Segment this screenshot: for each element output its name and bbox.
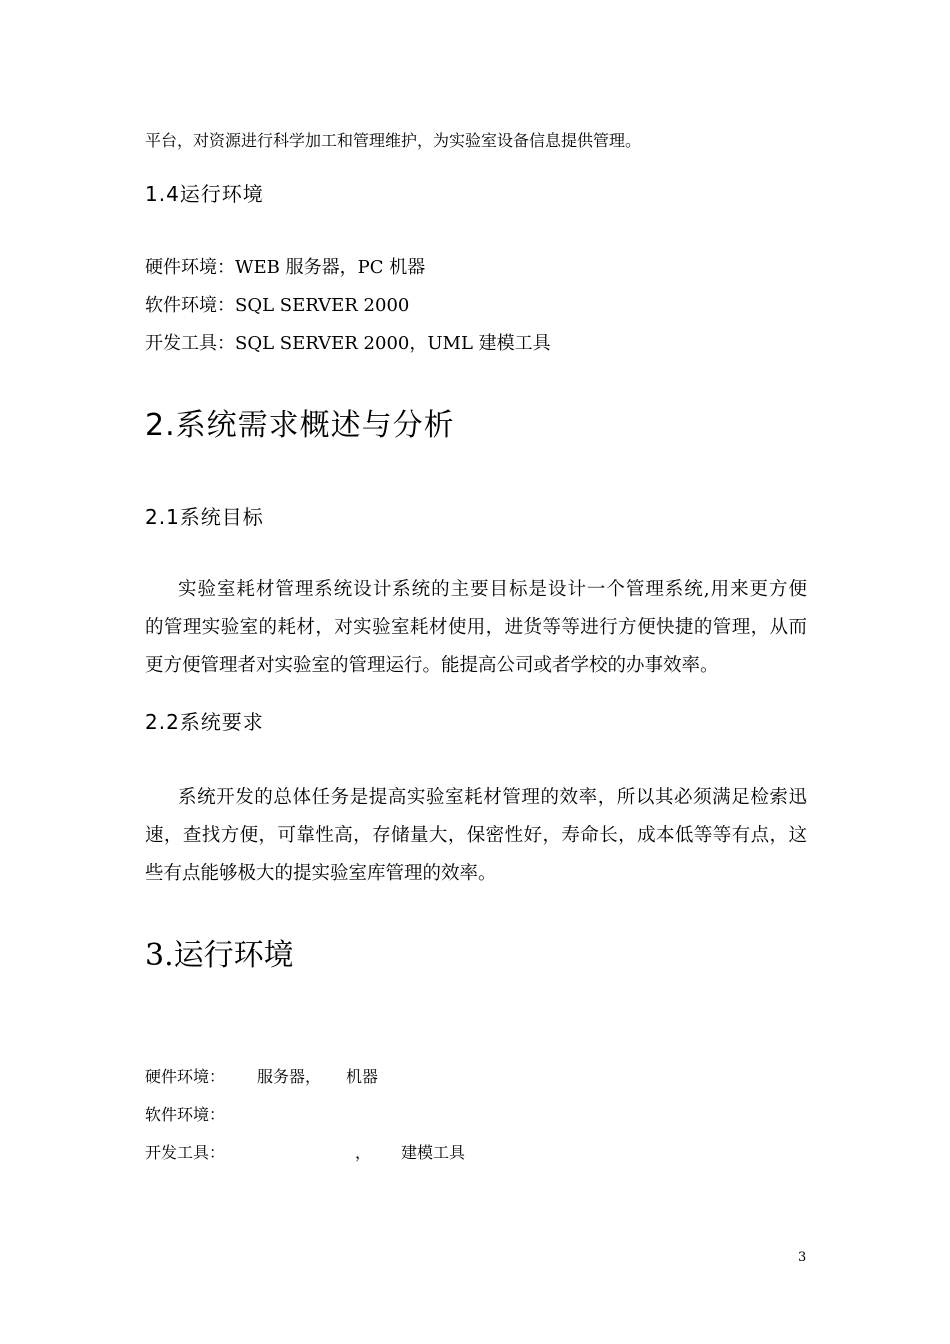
runtime-devtools-comma: ， — [355, 1143, 372, 1162]
heading-2: 2.系统需求概述与分析 — [145, 408, 455, 443]
runtime-devtools-label: 开发工具： — [145, 1143, 226, 1162]
intro-line: 平台，对资源进行科学加工和管理维护，为实验室设备信息提供管理。 — [145, 131, 642, 150]
goal-paragraph-line: 实验室耗材管理系统设计系统的主要目标是设计一个管理系统,用来更方便 — [178, 579, 807, 600]
page-number: 3 — [798, 1250, 807, 1265]
heading-2-1: 2.1系统目标 — [145, 505, 264, 529]
requirement-paragraph-line: 系统开发的总体任务是提高实验室耗材管理的效率，所以其必须满足检索迅 — [178, 787, 807, 808]
runtime-software-label: 软件环境： — [145, 1105, 226, 1124]
runtime-hardware-label: 硬件环境： — [145, 1067, 226, 1086]
runtime-hardware-machine: 机器 — [346, 1067, 379, 1086]
env-software: 软件环境：SQL SERVER 2000 — [145, 295, 410, 316]
requirement-paragraph-line: 些有点能够极大的提实验室库管理的效率。 — [145, 863, 497, 884]
goal-paragraph-line: 的管理实验室的耗材，对实验室耗材使用，进货等等进行方便快捷的管理，从而 — [145, 617, 807, 638]
heading-1-4: 1.4运行环境 — [145, 182, 264, 206]
env-devtools: 开发工具：SQL SERVER 2000，UML 建模工具 — [145, 333, 551, 354]
goal-paragraph-line: 更方便管理者对实验室的管理运行。能提高公司或者学校的办事效率。 — [145, 655, 719, 676]
runtime-devtools-uml: 建模工具 — [401, 1143, 466, 1162]
requirement-paragraph-line: 速，查找方便，可靠性高，存储量大，保密性好，寿命长，成本低等等有点，这 — [145, 825, 807, 846]
heading-3: 3.运行环境 — [145, 938, 294, 973]
heading-2-2: 2.2系统要求 — [145, 710, 264, 734]
runtime-hardware-server: 服务器， — [257, 1067, 322, 1086]
env-hardware: 硬件环境：WEB 服务器，PC 机器 — [145, 257, 426, 278]
